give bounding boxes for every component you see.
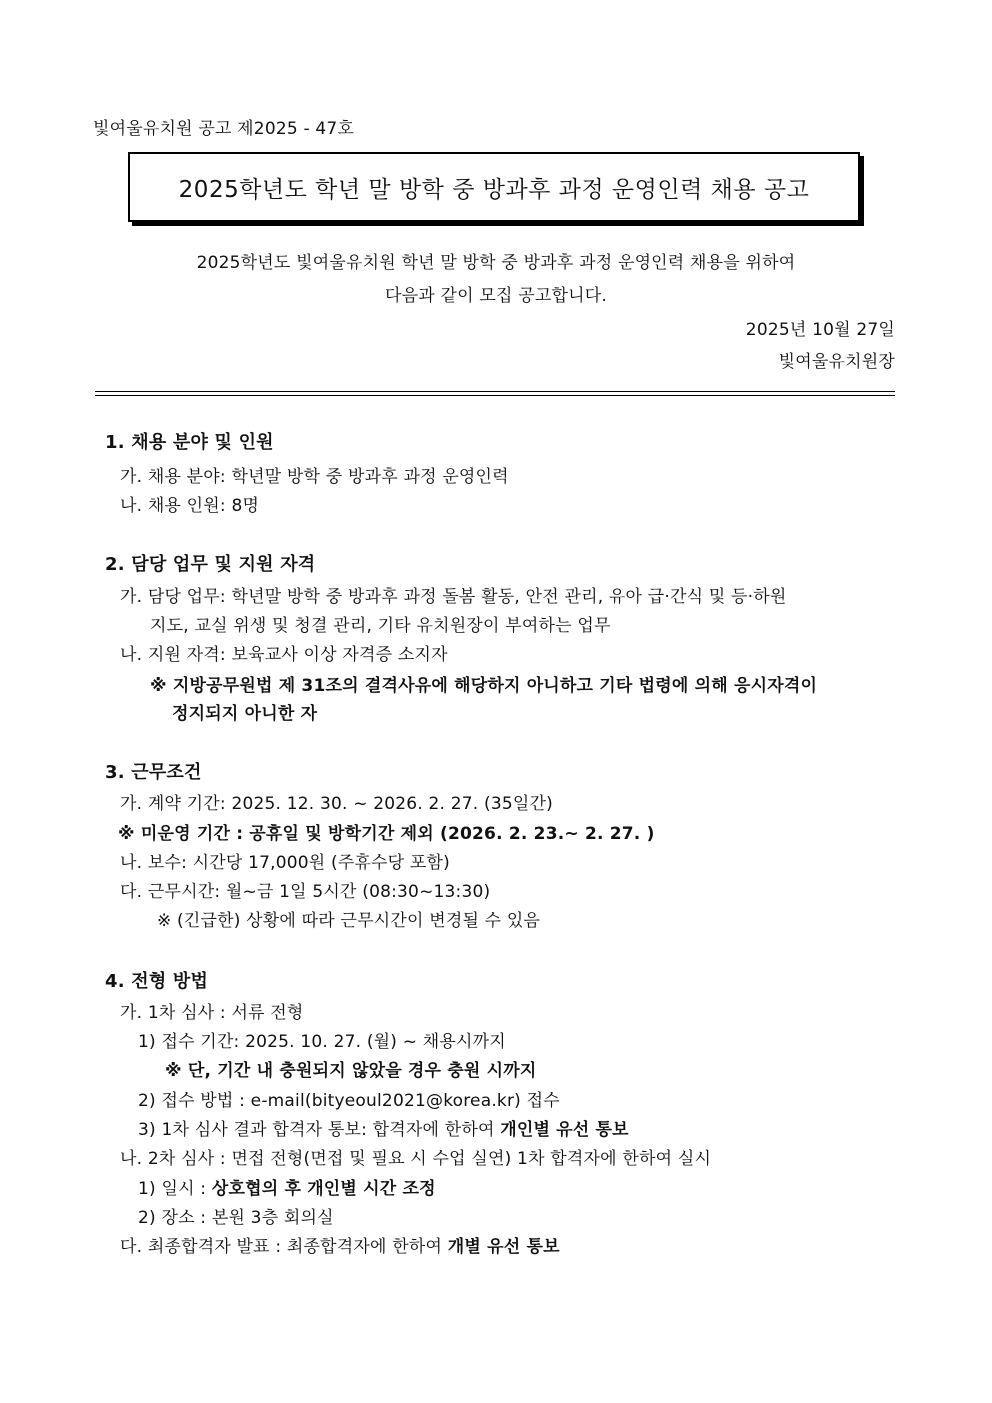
section-2-heading: 2. 담당 업무 및 지원 자격 bbox=[105, 554, 316, 575]
section-3-heading: 3. 근무조건 bbox=[105, 762, 202, 783]
intro-line-1: 2025학년도 빛여울유치원 학년 말 방학 중 방과후 과정 운영인력 채용을 위하여 bbox=[196, 253, 796, 273]
section-4-item-a3-emphasis: 개인별 유선 통보 bbox=[500, 1120, 629, 1140]
notice-date: 2025년 10월 27일 bbox=[745, 320, 895, 340]
section-1-heading: 1. 채용 분야 및 인원 bbox=[105, 432, 274, 453]
section-4-item-c-text: 다. 최종합격자 발표 : 최종합격자에 한하여 bbox=[120, 1237, 448, 1257]
section-4-item-b1-emphasis: 상호협의 후 개인별 시간 조정 bbox=[211, 1179, 436, 1199]
section-4-item-b1 bbox=[138, 1177, 436, 1201]
section-3-item-b: 나. 보수: 시간당 17,000원 (주휴수당 포함) bbox=[120, 853, 450, 873]
notice-number: 빛여울유치원 공고 제2025 - 47호 bbox=[93, 119, 355, 139]
section-4-item-a3 bbox=[138, 1118, 629, 1142]
section-2-item-b: 나. 지원 자격: 보육교사 이상 자격증 소지자 bbox=[120, 645, 448, 665]
double-divider bbox=[95, 391, 895, 396]
section-3-note-c: ※ (긴급한) 상황에 따라 근무시간이 변경될 수 있음 bbox=[157, 911, 541, 931]
section-2-item-a: 가. 담당 업무: 학년말 방학 중 방과후 과정 돌봄 활동, 안전 관리, 유아 급·간식 및 등·하원 bbox=[120, 587, 787, 607]
section-4-item-a2: 2) 접수 방법 : e-mail(bityeoul2021@korea.kr) 접수 bbox=[138, 1091, 560, 1111]
issuer: 빛여울유치원장 bbox=[778, 352, 895, 372]
page-title: 2025학년도 학년 말 방학 중 방과후 과정 운영인력 채용 공고 bbox=[178, 176, 810, 203]
title-box bbox=[128, 152, 860, 222]
section-4-item-a: 가. 1차 심사 : 서류 전형 bbox=[120, 1003, 304, 1023]
section-4-item-b: 나. 2차 심사 : 면접 전형(면접 및 필요 시 수업 실연) 1차 합격자에 한하여 실시 bbox=[120, 1149, 712, 1169]
section-4-item-a1-note: ※ 단, 기간 내 충원되지 않았을 경우 충원 시까지 bbox=[165, 1061, 537, 1081]
section-1-item-a: 가. 채용 분야: 학년말 방학 중 방과후 과정 운영인력 bbox=[120, 467, 509, 487]
section-4-heading: 4. 전형 방법 bbox=[105, 971, 209, 992]
section-2-note-cont: 정지되지 아니한 자 bbox=[172, 704, 318, 724]
section-4-item-b2: 2) 장소 : 본원 3층 회의실 bbox=[138, 1208, 334, 1228]
section-4-item-a3-text: 3) 1차 심사 결과 합격자 통보: 합격자에 한하여 bbox=[138, 1120, 501, 1140]
section-4-item-a1: 1) 접수 기간: 2025. 10. 27. (월) ~ 채용시까지 bbox=[138, 1032, 506, 1052]
section-1-item-b: 나. 채용 인원: 8명 bbox=[120, 496, 260, 516]
section-4-item-c bbox=[120, 1235, 560, 1259]
section-2-note: ※ 지방공무원법 제 31조의 결격사유에 해당하지 아니하고 기타 법령에 의해 응시자격이 bbox=[150, 676, 818, 696]
section-4-item-b1-text: 1) 일시 : bbox=[138, 1179, 212, 1199]
section-3-note-a: ※ 미운영 기간 : 공휴일 및 방학기간 제외 (2026. 2. 23.~ 2. 27. ) bbox=[118, 824, 655, 844]
intro-line-2: 다음과 같이 모집 공고합니다. bbox=[385, 286, 607, 306]
section-2-item-a-cont: 지도, 교실 위생 및 청결 관리, 기타 유치원장이 부여하는 업무 bbox=[150, 616, 611, 636]
section-3-item-a: 가. 계약 기간: 2025. 12. 30. ~ 2026. 2. 27. (35일간) bbox=[120, 794, 553, 814]
section-3-item-c: 다. 근무시간: 월~금 1일 5시간 (08:30~13:30) bbox=[120, 882, 491, 902]
section-4-item-c-emphasis: 개별 유선 통보 bbox=[447, 1237, 560, 1257]
